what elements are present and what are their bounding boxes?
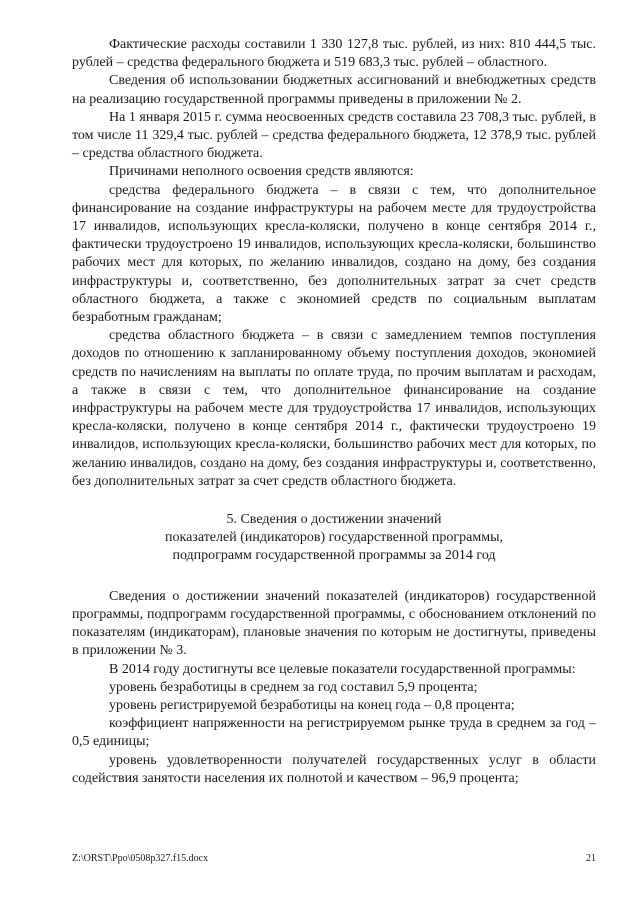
paragraph-indicators-info: Сведения о достижении значений показателей (индикаторов) государственной программы, подпрограмм государственной программы, с обоснованием отклонений по показателям (индикаторам), плановые значения по которым не достигнуты, приведены в приложении № 3.	[72, 588, 596, 659]
paragraph-targets-achieved: В 2014 году достигнуты все целевые показатели государственной программы:	[109, 661, 576, 677]
document-page	[72, 36, 596, 788]
page-footer	[72, 853, 596, 865]
spacer	[72, 566, 596, 588]
paragraph-unspent-funds: На 1 января 2015 г. сумма неосвоенных средств составила 23 708,3 тыс. рублей, в том числе 11 329,4 тыс. рублей – средства федерального бюджета, 12 378,9 тыс. рублей – средства областного бюджета.	[72, 109, 596, 162]
page-number: 21	[586, 853, 596, 864]
section-heading-line: подпрограмм государственной программы за 2014 год	[172, 548, 496, 564]
paragraph-actual-expenses: Фактические расходы составили 1 330 127,8 тыс. рублей, из них: 810 444,5 тыс. рублей – средства федерального бюджета и 519 683,3 тыс. рублей – областного.	[72, 37, 596, 71]
paragraph-registered-unemployment: уровень регистрируемой безработицы на конец года – 0,8 процента;	[109, 697, 515, 713]
paragraph-federal-reason: средства федерального бюджета – в связи с тем, что дополнительное финансирование на создание инфраструктуры на рабочем месте для трудоустройства 17 инвалидов, использующих кресла-коляски, получено в конце сентября 2014 г., фактически трудоустроено 19 инвалидов, использующих кресла-коляски, большинство рабочих мест для которых, по желанию инвалидов, создано на дому, без создания инфраструктуры и, соответственно, без дополнительных затрат за счет средств областного бюджета, а также с экономией средств по социальным выплатам безработным гражданам;	[72, 182, 596, 326]
spacer	[72, 491, 596, 511]
footer-file-path: Z:\ORST\Ppo\0508p327.f15.docx	[72, 853, 209, 864]
paragraph-regional-reason: средства областного бюджета – в связи с замедлением темпов поступления доходов по отношению к запланированному объему поступления доходов, экономией средств по начислениям на выплаты по оплате труда, по прочим выплатам и расходам, а также в связи с тем, что дополнительное финансирование на создание инфраструктуры на рабочем месте для трудоустройства 17 инвалидов, использующих кресла-коляски, получено в конце сентября 2014 г., фактически трудоустроено 19 инвалидов, использующих кресла-коляски, большинство рабочих мест для которых, по желанию инвалидов, создано на дому, без создания инфраструктуры и, соответственно, без дополнительных затрат за счет средств областного бюджета.	[72, 328, 596, 489]
section-heading	[72, 511, 596, 566]
section-heading-line: 5. Сведения о достижении значений	[226, 512, 442, 528]
section-heading-line: показателей (индикаторов) государственной программы,	[165, 530, 503, 546]
paragraph-unemployment-rate: уровень безработицы в среднем за год составил 5,9 процента;	[109, 679, 478, 695]
paragraph-tension-coefficient: коэффициент напряженности на регистрируемом рынке труда в среднем за год – 0,5 единицы;	[72, 716, 596, 750]
paragraph-reasons-intro: Причинами неполного освоения средств являются:	[109, 164, 414, 180]
paragraph-budget-usage: Сведения об использовании бюджетных ассигнований и внебюджетных средств на реализацию государственной программы приведены в приложении № 2.	[72, 73, 596, 107]
paragraph-satisfaction-level: уровень удовлетворенности получателей государственных услуг в области содействия занятости населения их полнотой и качеством – 96,9 процента;	[72, 752, 596, 786]
